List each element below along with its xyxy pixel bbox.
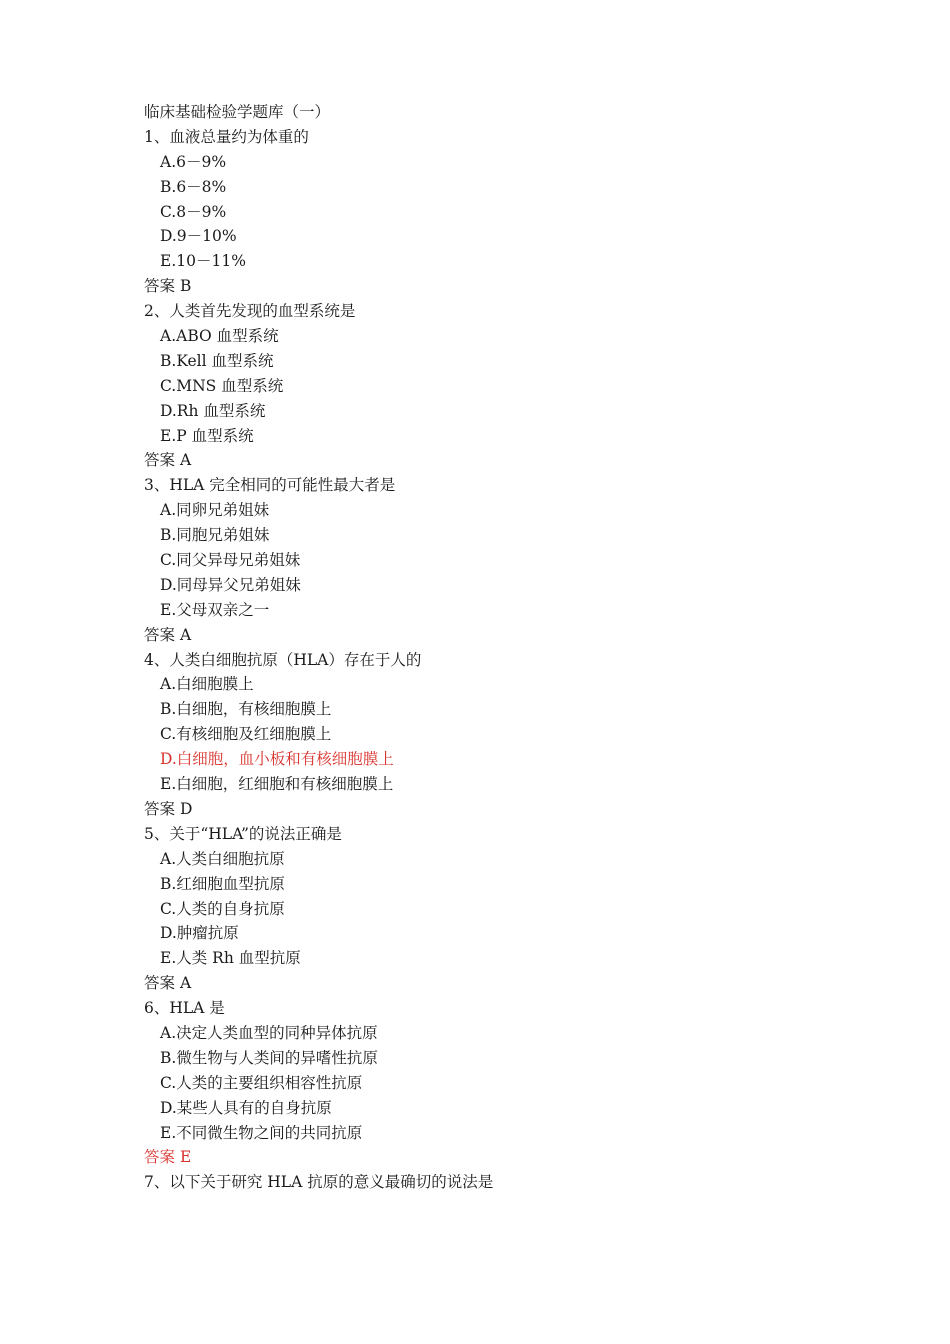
answer-option: B.微生物与人类间的异嗜性抗原 xyxy=(160,1048,378,1067)
answer-option: B.6－8% xyxy=(160,177,227,196)
answer-value: A xyxy=(179,451,192,470)
answer-value: A xyxy=(179,625,192,644)
answer-option: B.同胞兄弟姐妹 xyxy=(160,526,270,545)
answer-option: D.9－10% xyxy=(160,227,237,246)
answer-prefix: 答案 xyxy=(144,625,176,644)
answer-line xyxy=(144,623,844,648)
question-stem: 1、血液总量约为体重的 xyxy=(144,127,309,146)
answer-option: A.同卵兄弟姐妹 xyxy=(160,501,270,520)
answer-value: D xyxy=(179,799,193,818)
answer-line xyxy=(144,448,844,473)
answer-prefix: 答案 xyxy=(144,451,176,470)
answer-option: B.白细胞，有核细胞膜上 xyxy=(160,700,332,719)
answer-option: C.有核细胞及红细胞膜上 xyxy=(160,725,332,744)
answer-option: A.人类白细胞抗原 xyxy=(160,849,285,868)
answer-option: C.人类的自身抗原 xyxy=(160,899,285,918)
answer-option: D.肿瘤抗原 xyxy=(160,924,239,943)
answer-option: C.同父异母兄弟姐妹 xyxy=(160,551,301,570)
answer-line xyxy=(144,797,844,822)
answer-value: A xyxy=(179,974,192,993)
answer-option: C.MNS 血型系统 xyxy=(160,376,284,395)
question-stem: 7、以下关于研究 HLA 抗原的意义最确切的说法是 xyxy=(144,1173,494,1192)
answer-option: A.决定人类血型的同种异体抗原 xyxy=(160,1023,378,1042)
answer-option: C.8－9% xyxy=(160,202,227,221)
answer-option: A.白细胞膜上 xyxy=(160,675,254,694)
answer-option: D.某些人具有的自身抗原 xyxy=(160,1098,332,1117)
answer-prefix: 答案 xyxy=(144,1148,176,1167)
answer-option: B.Kell 血型系统 xyxy=(160,351,274,370)
answer-option: A.6－9% xyxy=(160,152,227,171)
answer-option: E.P 血型系统 xyxy=(160,426,254,445)
question-stem: 3、HLA 完全相同的可能性最大者是 xyxy=(144,476,396,495)
question-stem: 6、HLA 是 xyxy=(144,999,225,1018)
answer-option: E.白细胞，红细胞和有核细胞膜上 xyxy=(160,775,394,794)
question-stem: 4、人类白细胞抗原（HLA）存在于人的 xyxy=(144,650,422,669)
answer-option: B.红细胞血型抗原 xyxy=(160,874,285,893)
answer-option: E.人类 Rh 血型抗原 xyxy=(160,949,301,968)
answer-option: D.同母异父兄弟姐妹 xyxy=(160,575,301,594)
answer-prefix: 答案 xyxy=(144,799,176,818)
answer-value: B xyxy=(179,277,192,296)
answer-option: A.ABO 血型系统 xyxy=(160,327,279,346)
question-stem: 5、关于“HLA”的说法正确是 xyxy=(144,824,342,843)
answer-value: E xyxy=(179,1148,192,1167)
document-body xyxy=(144,100,844,1195)
highlighted-answer-option: D.白细胞，血小板和有核细胞膜上 xyxy=(160,750,394,769)
answer-option: E.父母双亲之一 xyxy=(160,600,270,619)
answer-prefix: 答案 xyxy=(144,974,176,993)
answer-line xyxy=(144,274,844,299)
answer-option: D.Rh 血型系统 xyxy=(160,401,266,420)
answer-line xyxy=(144,971,844,996)
highlighted-answer-line xyxy=(144,1145,844,1170)
answer-prefix: 答案 xyxy=(144,277,176,296)
answer-option: E.不同微生物之间的共同抗原 xyxy=(160,1123,363,1142)
question-stem: 2、人类首先发现的血型系统是 xyxy=(144,302,356,321)
document-title: 临床基础检验学题库（一） xyxy=(144,103,331,121)
answer-option: E.10－11% xyxy=(160,252,246,271)
answer-option: C.人类的主要组织相容性抗原 xyxy=(160,1073,363,1092)
